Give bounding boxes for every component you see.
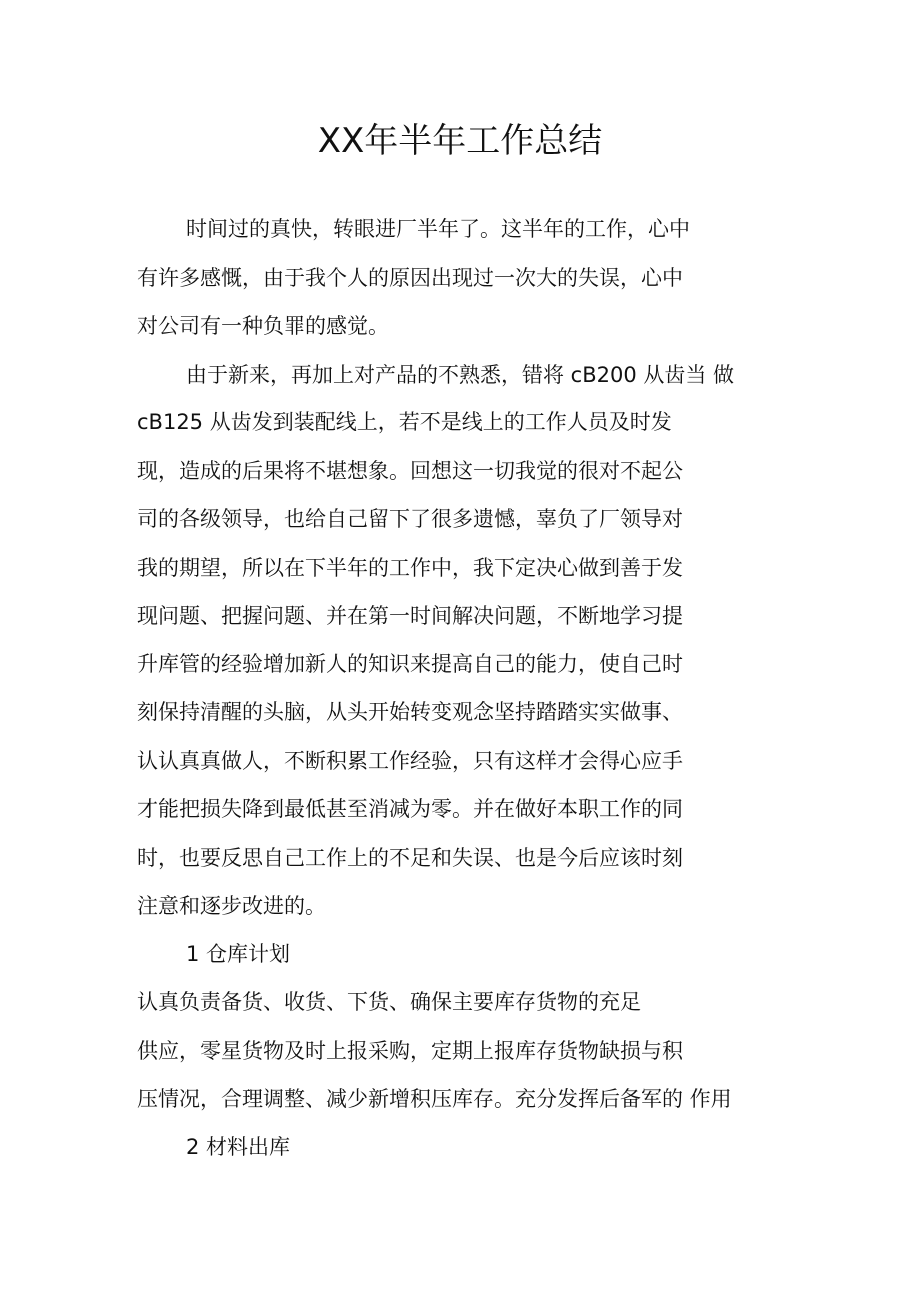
body-line: 司的各级领导，也给自己留下了很多遗憾，辜负了厂领导对 bbox=[137, 507, 683, 531]
section-heading: 1 仓库计划 bbox=[186, 942, 291, 966]
body-line: 才能把损失降到最低甚至消减为零。并在做好本职工作的同 bbox=[137, 797, 683, 821]
body-line: 时间过的真快，转眼进厂半年了。这半年的工作，心中 bbox=[186, 217, 690, 241]
body-line: cB125 从齿发到装配线上，若不是线上的工作人员及时发 bbox=[137, 410, 672, 434]
document-title: XX年半年工作总结 bbox=[317, 121, 603, 161]
section-heading: 2 材料出库 bbox=[186, 1135, 291, 1159]
body-line: 认真负责备货、收货、下货、确保主要库存货物的充足 bbox=[137, 990, 641, 1014]
body-line: 时，也要反思自己工作上的不足和失误、也是今后应该时刻 bbox=[137, 846, 683, 870]
body-line: 现，造成的后果将不堪想象。回想这一切我觉的很对不起公 bbox=[137, 459, 683, 483]
body-line: 认认真真做人，不断积累工作经验，只有这样才会得心应手 bbox=[137, 749, 683, 773]
body-line: 对公司有一种负罪的感觉。 bbox=[137, 314, 389, 338]
body-line: 由于新来，再加上对产品的不熟悉，错将 cB200 从齿当 做 bbox=[186, 363, 735, 387]
body-line: 注意和逐步改进的。 bbox=[137, 894, 326, 918]
body-line: 现问题、把握问题、并在第一时间解决问题，不断地学习提 bbox=[137, 604, 683, 628]
body-line: 有许多感慨，由于我个人的原因出现过一次大的失误，心中 bbox=[137, 266, 683, 290]
body-line: 压情况，合理调整、减少新增积压库存。充分发挥后备军的 作用 bbox=[137, 1087, 732, 1111]
body-line: 刻保持清醒的头脑，从头开始转变观念坚持踏踏实实做事、 bbox=[137, 700, 683, 724]
body-line: 供应，零星货物及时上报采购，定期上报库存货物缺损与积 bbox=[137, 1039, 683, 1063]
body-line: 升库管的经验增加新人的知识来提高自己的能力，使自己时 bbox=[137, 652, 683, 676]
body-line: 我的期望，所以在下半年的工作中，我下定决心做到善于发 bbox=[137, 556, 683, 580]
